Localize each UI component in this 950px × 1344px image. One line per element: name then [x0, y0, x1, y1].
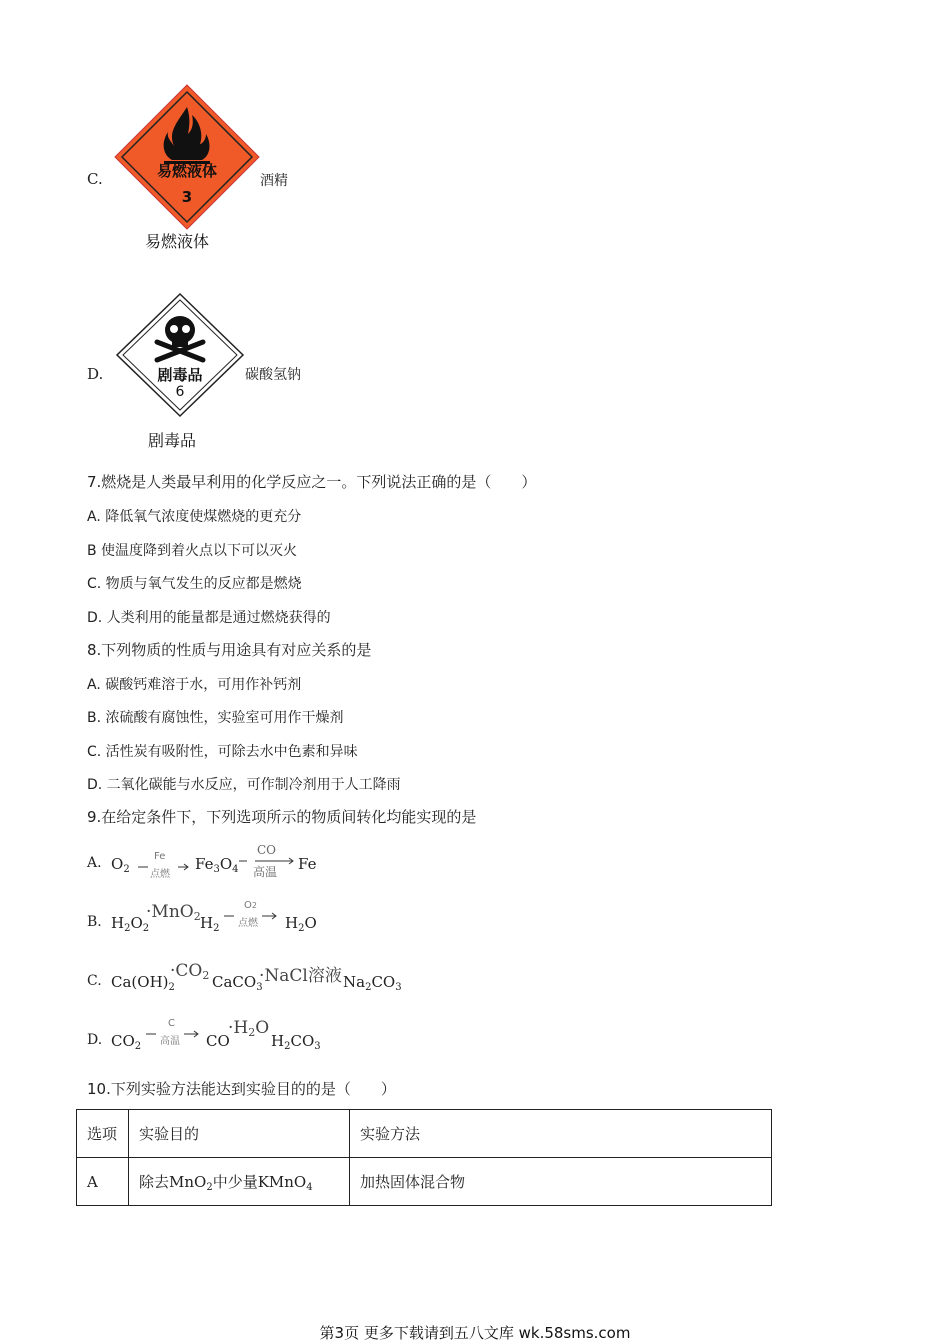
q9-option-b-label: B. — [87, 914, 102, 930]
q9-option-d-label: D. — [87, 1032, 103, 1048]
q9-d-product: $H_2CO_3$ — [271, 1032, 321, 1052]
option-d-label: D. — [87, 365, 104, 383]
option-c-text: 酒精 — [260, 173, 288, 189]
table-header-cell: 实验方法 — [350, 1110, 772, 1158]
toxic-sign — [115, 292, 245, 418]
q9-option-a-label: A. — [87, 855, 102, 871]
option-d-text: 碳酸氢钠 — [245, 367, 301, 383]
q7-stem: 7.燃烧是人类最早利用的化学反应之一。下列说法正确的是（ ） — [87, 473, 537, 491]
table-cell-option: A — [77, 1158, 129, 1206]
q9-a-reactant: $O_2$ — [111, 855, 130, 875]
q9-a-arrow-2: CO 高温 — [237, 843, 295, 879]
table-cell-goal: 除去MnO$_2$中少量KMnO$_4$ — [129, 1158, 350, 1206]
q9-c-condition-1: $\cdot CO_2$ — [170, 961, 210, 982]
q10-stem: 10.下列实验方法能达到实验目的的是（ ） — [87, 1080, 396, 1098]
table-row — [77, 1158, 772, 1206]
q9-d-intermediate: CO — [206, 1032, 230, 1050]
q8-option-a: A. 碳酸钙难溶于水，可用作补钙剂 — [87, 677, 302, 693]
toxic-sign-text: 剧毒品 — [157, 366, 203, 384]
table-cell-method: 加热固体混合物 — [350, 1158, 772, 1206]
flammable-caption: 易燃液体 — [145, 232, 210, 251]
q8-option-d: D. 二氧化碳能与水反应，可作制冷剂用于人工降雨 — [87, 777, 401, 793]
q7-option-a: A. 降低氧气浓度使煤燃烧的更充分 — [87, 509, 302, 525]
q9-a-product: Fe — [298, 855, 317, 873]
toxic-caption: 剧毒品 — [148, 431, 197, 450]
flammable-sign-number: 3 — [181, 188, 193, 206]
q9-b-arrow: O2 点燃 — [222, 900, 278, 930]
q9-c-condition-2: ·NaCl溶液 — [259, 966, 342, 986]
q7-option-b: B 使温度降到着火点以下可以灭火 — [87, 543, 298, 559]
q9-c-reactant: $Ca(OH)_2$ — [111, 973, 175, 993]
q9-d-reactant: $CO_2$ — [111, 1032, 142, 1052]
q8-option-b: B. 浓硫酸有腐蚀性，实验室可用作干燥剂 — [87, 710, 344, 726]
q9-stem: 9.在给定条件下，下列选项所示的物质间转化均能实现的是 — [87, 808, 477, 826]
q9-a-intermediate: $Fe_3O_4$ — [195, 855, 239, 875]
q9-a-arrow-1: Fe 点燃 — [136, 851, 190, 881]
q9-option-c-label: C. — [87, 973, 102, 989]
q8-option-c: C. 活性炭有吸附性，可除去水中色素和异味 — [87, 744, 358, 760]
q10-table — [76, 1109, 772, 1206]
table-header-cell: 选项 — [77, 1110, 129, 1158]
table-header-cell: 实验目的 — [129, 1110, 350, 1158]
flame-icon — [112, 82, 262, 232]
q9-c-intermediate: CaCO$_3$ — [212, 973, 263, 993]
table-header-row — [77, 1110, 772, 1158]
q9-b-condition-1: ·MnO$_2$ — [146, 902, 201, 923]
q8-stem: 8.下列物质的性质与用途具有对应关系的是 — [87, 641, 372, 659]
q7-option-d: D. 人类利用的能量都是通过燃烧获得的 — [87, 610, 331, 626]
q9-b-intermediate: $H_2$ — [200, 914, 220, 934]
option-c-label: C. — [87, 170, 103, 188]
page-footer: 第3页 更多下载请到五八文库 wk.58sms.com — [319, 1324, 631, 1342]
q9-c-product: $Na_2CO_3$ — [343, 973, 402, 993]
flammable-sign-text: 易燃液体 — [156, 162, 217, 180]
q9-b-product: $H_2O$ — [285, 914, 317, 934]
q9-b-reactant: $H_2O_2$ — [111, 914, 150, 934]
flammable-liquid-sign — [112, 82, 262, 232]
q7-option-c: C. 物质与氧气发生的反应都是燃烧 — [87, 576, 302, 592]
q9-d-arrow: C 高温 — [144, 1018, 200, 1048]
q9-d-condition-2: $\cdot H_2O$ — [228, 1018, 270, 1039]
toxic-sign-number: 6 — [175, 384, 185, 400]
